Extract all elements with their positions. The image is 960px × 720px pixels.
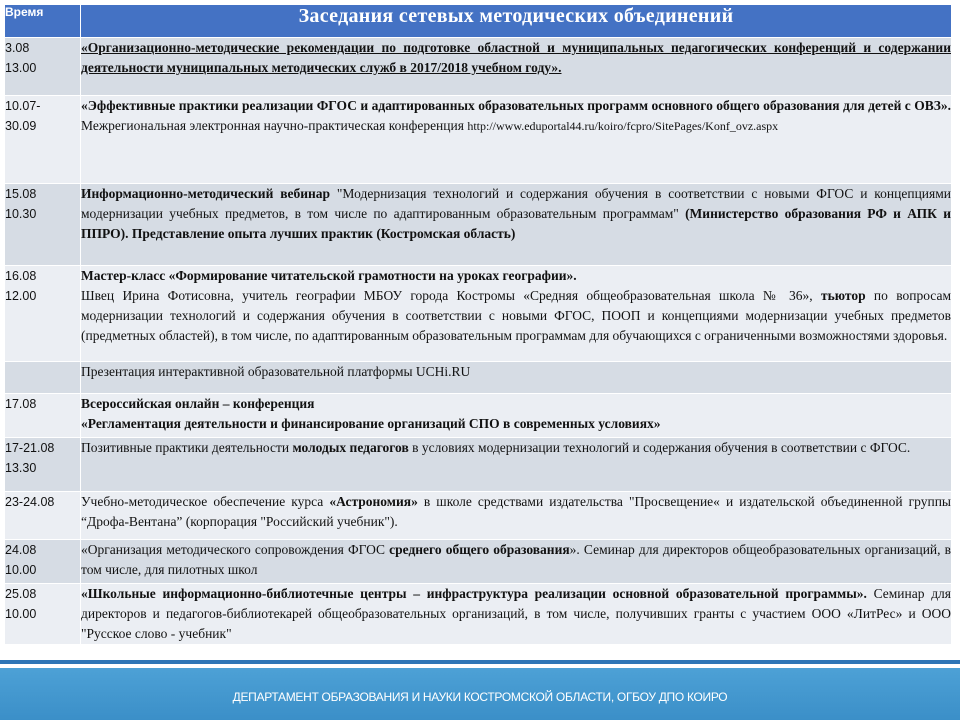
footer-text: ДЕПАРТАМЕНТ ОБРАЗОВАНИЯ И НАУКИ КОСТРОМСКОЙ ОБЛАСТИ, ОГБОУ ДПО КОИРО <box>232 690 728 704</box>
date-line: 25.08 <box>5 587 37 601</box>
description-text: Учебно-методическое обеспечение курса <box>81 494 330 509</box>
row-description <box>81 394 952 438</box>
schedule-table <box>4 4 952 645</box>
description-text: Семинар для директоров и педагогов-библиотекарей общеобразовательных организаций, в том числе, получивших гранты с участием ООО «ЛитРес» и ООО "Русское слово - учебник" <box>81 586 952 641</box>
description-text: Информационно-методический вебинар <box>81 186 337 201</box>
date-line: 16.08 <box>5 269 37 283</box>
row-description <box>81 266 952 362</box>
table-title: Заседания сетевых методических объединений <box>81 5 952 38</box>
row-description <box>81 540 952 584</box>
date-line: 24.08 <box>5 543 37 557</box>
description-text: «Астрономия» <box>329 494 418 509</box>
table-row <box>5 362 952 394</box>
date-line: 3.08 <box>5 41 30 55</box>
description-text: тьютор <box>821 288 866 303</box>
date-line: 13.30 <box>5 461 37 475</box>
date-line: 15.08 <box>5 187 37 201</box>
row-date <box>5 492 81 540</box>
row-date <box>5 38 81 96</box>
row-date <box>5 96 81 184</box>
description-text: молодых педагогов <box>292 440 409 455</box>
row-description <box>81 492 952 540</box>
row-description <box>81 184 952 266</box>
date-line: 17.08 <box>5 397 37 411</box>
row-description <box>81 438 952 492</box>
row-description <box>81 38 952 96</box>
table-row <box>5 438 952 492</box>
table-row <box>5 492 952 540</box>
date-line: 10.07- <box>5 99 41 113</box>
date-line: 17-21.08 <box>5 441 55 455</box>
date-line: 10.00 <box>5 607 37 621</box>
date-line: 13.00 <box>5 61 37 75</box>
date-line: 30.09 <box>5 119 37 133</box>
date-line: 12.00 <box>5 289 37 303</box>
description-text: по вопросам модернизации технологий и содержания обучения в соответствии с новыми ФГОС, ПООП и концепциями модернизации учебных предметов (предметных областей), в том числе, по адаптированным образовательным программам для обучающихся с ограниченными возможностями здоровья. <box>81 288 951 343</box>
description-text: в условиях модернизации технологий и содержания обучения в соответствии с ФГОС. <box>408 440 911 455</box>
table-row <box>5 38 952 96</box>
row-date <box>5 266 81 362</box>
description-text: Швец Ирина Фотисовна, учитель географии МБОУ города Костромы «Средняя общеобразовательная школа № 36», <box>81 288 821 303</box>
row-description <box>81 362 952 394</box>
description-text: «Школьные информационно-библиотечные центры – инфраструктура реализации основной образовательной программы». <box>81 586 867 601</box>
date-line: 10.30 <box>5 207 37 221</box>
description-text: «Организация методического сопровождения ФГОС <box>81 542 390 557</box>
description-text: Презентация интерактивной образовательной платформы UCHi.RU <box>81 364 471 379</box>
description-text: (Министерство образования РФ и АПК и ППРО). Представление опыта лучших практик (Костромская область) <box>81 206 951 241</box>
description-text: «Эффективные практики реализации ФГОС и адаптированных образовательных программ основного общего образования для детей с ОВЗ». <box>81 98 951 113</box>
table-row <box>5 584 952 645</box>
row-date <box>5 540 81 584</box>
date-column-header: Время <box>5 5 81 38</box>
description-text: Всероссийская онлайн – конференция <box>81 396 315 411</box>
conference-link[interactable]: http://www.eduportal44.ru/koiro/fcpro/SitePages/Konf_ovz.aspx <box>467 119 779 133</box>
row-date <box>5 438 81 492</box>
description-text: Межрегиональная электронная научно-практическая конференция <box>81 118 468 133</box>
row-date <box>5 184 81 266</box>
row-date <box>5 584 81 645</box>
table-row <box>5 96 952 184</box>
description-text: «Организационно-методические рекомендации по подготовке областной и муниципальных педагогических конференций и содержании деятельности муниципальных методических служб в 2017/2018 учебном году». <box>81 40 951 75</box>
footer-divider <box>0 660 960 664</box>
row-date <box>5 394 81 438</box>
description-text: «Регламентация деятельности и финансирование организаций СПО в современных условиях» <box>81 416 661 431</box>
description-text: Мастер-класс «Формирование читательской грамотности на уроках географии». <box>81 268 577 283</box>
description-text: среднего общего образования <box>389 542 570 557</box>
table-row <box>5 184 952 266</box>
table-row <box>5 540 952 584</box>
table-header-row <box>5 5 952 38</box>
row-date <box>5 362 81 394</box>
description-text: "Модернизация технологий и содержания обучения в соответствии с новыми ФГОС и концепциями модернизации учебных предметов, в том числе по адаптированным образовательным программам" <box>81 186 951 221</box>
date-line: 10.00 <box>5 563 37 577</box>
table-row <box>5 394 952 438</box>
description-text: в школе средствами издательства "Просвещение« и издательской объединенной группы “Дрофа-Вентана” (корпорация "Российский учебник"). <box>81 494 951 529</box>
description-text: ». Семинар для директоров общеобразовательных организаций, в том числе, для пилотных школ <box>81 542 952 577</box>
date-line: 23-24.08 <box>5 495 55 509</box>
row-description <box>81 96 952 184</box>
row-description <box>81 584 952 645</box>
table-row <box>5 266 952 362</box>
schedule-rows <box>5 38 952 645</box>
description-text: Позитивные практики деятельности <box>81 440 293 455</box>
